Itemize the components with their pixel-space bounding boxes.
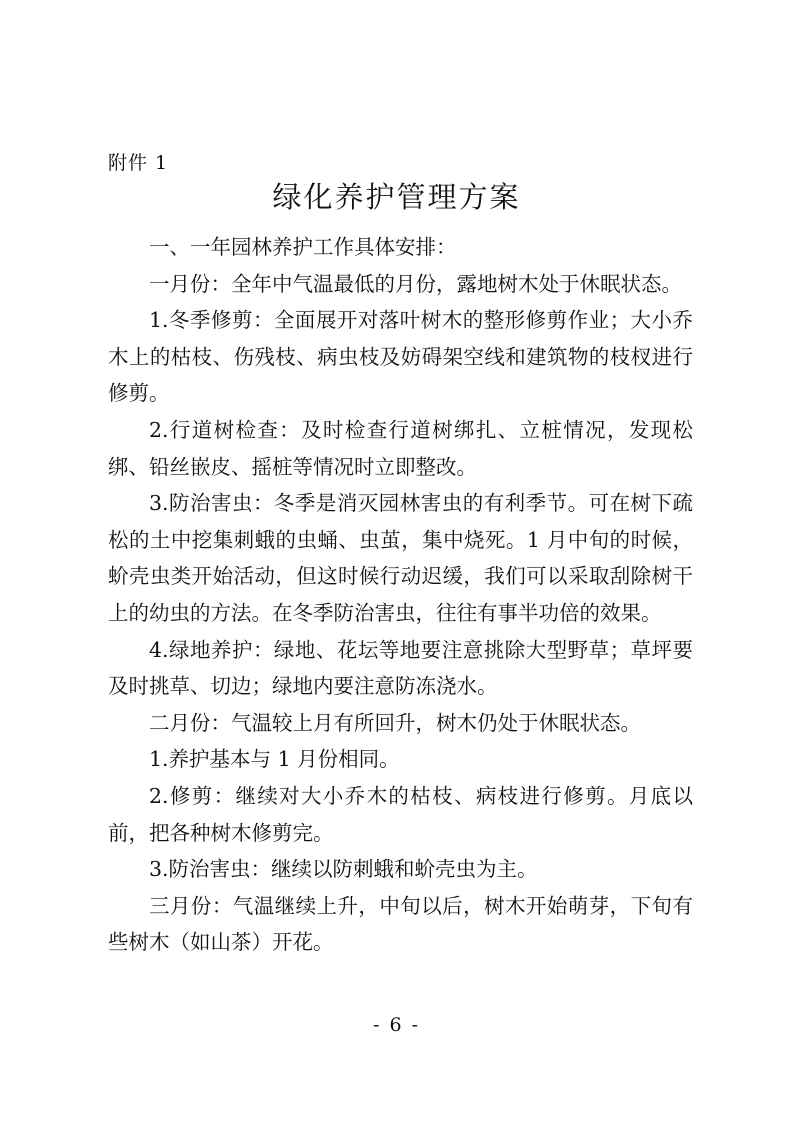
paragraph-feb-pest: 3.防治害虫：继续以防刺蛾和蚧壳虫为主。 [149, 857, 538, 882]
month-heading-march: 三月份：气温继续上升，中旬以后，树木开始萌芽，下旬有些树木（如山茶）开花。 [108, 893, 693, 955]
paragraph-winter-pruning: 1.冬季修剪：全面展开对落叶树木的整形修剪作业；大小乔木上的枯枝、伤残枝、病虫枝及妨碍架空线和建筑物的枝杈进行修剪。 [108, 308, 693, 406]
paragraph-street-tree-check: 2.行道树检查：及时检查行道树绑扎、立桩情况，发现松绑、铅丝嵌皮、摇桩等情况时立即整改。 [108, 417, 693, 479]
month-heading-february: 二月份：气温较上月有所回升，树木仍处于休眠状态。 [149, 710, 641, 735]
paragraph-greenbelt-care: 4.绿地养护：绿地、花坛等地要注意挑除大型野草；草坪要及时挑草、切边；绿地内要注意防冻浇水。 [108, 637, 693, 699]
paragraph-feb-care: 1.养护基本与 1 月份相同。 [149, 747, 400, 772]
page-number: - 6 - [372, 1014, 420, 1036]
month-heading-january: 一月份：全年中气温最低的月份，露地树木处于休眠状态。 [149, 271, 682, 296]
section-heading: 一、一年园林养护工作具体安排： [149, 235, 457, 259]
document-body [108, 229, 693, 961]
paragraph-feb-pruning: 2.修剪：继续对大小乔木的枯枝、病枝进行修剪。月底以前，把各种树木修剪完。 [108, 783, 693, 845]
document-title: 绿化养护管理方案 [272, 180, 521, 214]
attachment-label: 附件 1 [108, 152, 169, 174]
paragraph-pest-control: 3.防治害虫：冬季是消灭园林害虫的有利季节。可在树下疏松的土中挖集刺蛾的虫蛹、虫茧，集中烧死。1 月中旬的时候，蚧壳虫类开始活动，但这时候行动迟缓，我们可以采取刮除树干上的幼虫的方法。在冬季防治害虫，往往有事半功倍的效果。 [108, 491, 693, 625]
